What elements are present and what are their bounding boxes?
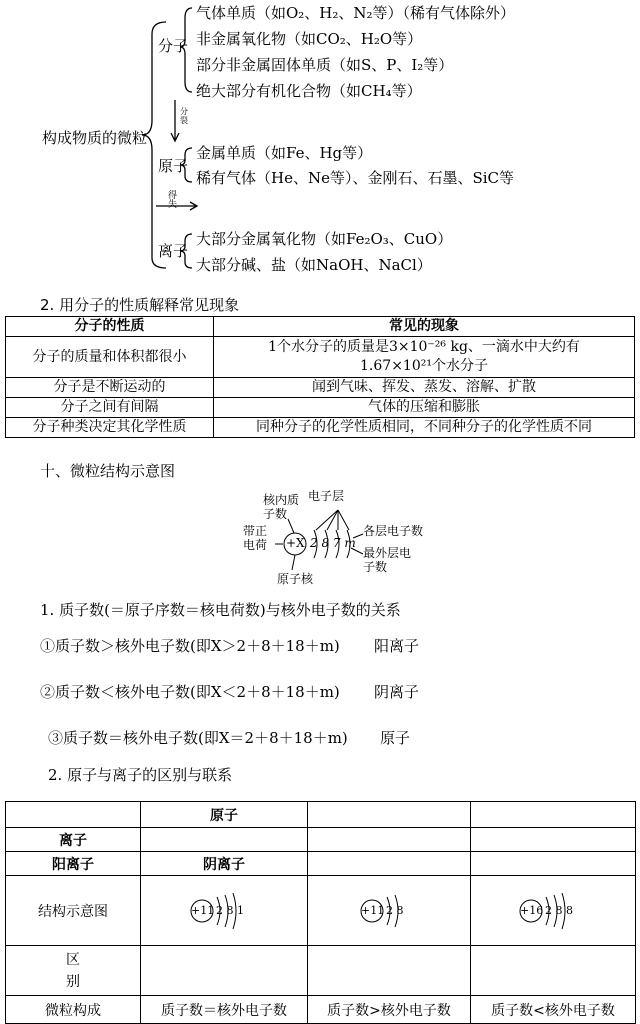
structure-cell <box>141 876 308 946</box>
composition-cell: 质子数>核外电子数 <box>308 996 471 1024</box>
difference-label-char: 别 <box>66 973 80 990</box>
table-cell <box>141 946 308 996</box>
table-cell <box>308 802 471 828</box>
table-cell: 同种分子的化学性质相同，不同种分子的化学性质不同 <box>214 418 635 438</box>
structure-cell <box>308 876 471 946</box>
structure-cell <box>471 876 636 946</box>
nucleus-charge: +16 <box>520 903 544 917</box>
table-cell: 分子的质量和体积都很小 <box>6 337 214 378</box>
table-row <box>6 337 635 378</box>
relation-type: 阳离子 <box>374 637 420 655</box>
table-cell: 离子 <box>6 828 141 852</box>
table-cell <box>471 852 636 876</box>
molecule-item: 气体单质（如O₂、H₂、N₂等）（稀有气体除外） <box>196 4 516 22</box>
table-cell: 阴离子 <box>141 852 308 876</box>
molecule-property-table <box>5 316 635 438</box>
table-row <box>6 876 636 946</box>
proton-number-label: 核内质子数 <box>263 493 300 521</box>
ion-label: 离子 <box>158 242 189 260</box>
molecule-item: 绝大部分有机化合物（如CH₄等） <box>196 82 422 100</box>
table-row <box>6 852 636 876</box>
table-row <box>6 828 636 852</box>
table-cell: 气体的压缩和膨胀 <box>214 398 635 418</box>
relation-text: ③质子数＝核外电子数(即X＝2＋8＋18＋m) <box>48 729 348 747</box>
electron-shell-label: 电子层 <box>308 489 345 503</box>
shell-electrons: 2 8 1 <box>216 903 244 917</box>
atom-item: 金属单质（如Fe、Hg等） <box>196 144 373 162</box>
table-cell <box>308 852 471 876</box>
relation-type: 原子 <box>380 729 411 747</box>
table-cell <box>471 946 636 996</box>
relation-heading: 1. 质子数(＝原子序数＝核电荷数)与核外电子数的关系 <box>40 601 401 619</box>
composition-cell: 质子数<核外电子数 <box>471 996 636 1024</box>
table-cell: 阳离子 <box>6 852 141 876</box>
table-row <box>6 418 635 438</box>
atom-label: 原子 <box>158 157 189 175</box>
table-cell: 原子 <box>141 802 308 828</box>
split-label: 分裂 <box>180 107 188 125</box>
table-cell <box>308 828 471 852</box>
table-cell <box>308 946 471 996</box>
nucleus-charge: +11 <box>191 903 215 917</box>
atom-ion-table <box>5 801 636 1024</box>
atom-item: 稀有气体（He、Ne等）、金刚石、石墨、SiC等 <box>196 169 515 187</box>
nucleus-label: 原子核 <box>277 572 314 586</box>
tree-root: 构成物质的微粒 <box>42 129 148 147</box>
table-cell: 分子是不断运动的 <box>6 378 214 398</box>
section10-heading: 十、微粒结构示意图 <box>40 462 176 480</box>
table-cell: 分子之间有间隔 <box>6 398 214 418</box>
cation-structure-diagram <box>359 884 419 934</box>
outer-layer-label: 最外层电子数 <box>363 546 412 574</box>
positive-charge-label: 带正电荷 <box>243 524 268 552</box>
shell-electrons: 2 8 <box>386 903 404 917</box>
shells-text: 2 8 7 m <box>310 536 356 550</box>
column-header: 常见的现象 <box>214 317 635 337</box>
table-row <box>6 378 635 398</box>
difference-label-char: 区 <box>66 951 80 968</box>
table-cell: 闻到气味、挥发、蒸发、溶解、扩散 <box>214 378 635 398</box>
shell-electrons: 2 8 8 <box>545 903 573 917</box>
gain-lose-label: 得失 <box>168 191 178 210</box>
table-cell <box>471 802 636 828</box>
each-layer-label: 各层电子数 <box>363 524 424 538</box>
relation-text: ①质子数＞核外电子数(即X＞2＋8＋18＋m) <box>40 637 340 655</box>
table-row <box>6 946 636 996</box>
table-cell: 1个水分子的质量是3×10⁻²⁶ kg、一滴水中大约有1.67×10²¹个水分子 <box>214 337 635 378</box>
table-row <box>6 996 636 1024</box>
relation-type: 阴离子 <box>374 683 420 701</box>
ion-item: 大部分金属氧化物（如Fe₂O₃、CuO） <box>196 230 453 248</box>
composition-label: 微粒构成 <box>6 996 141 1024</box>
relation-text: ②质子数＜核外电子数(即X＜2＋8＋18＋m) <box>40 683 340 701</box>
table-cell <box>141 828 308 852</box>
section2-heading: 2. 用分子的性质解释常见现象 <box>40 296 240 314</box>
molecule-label: 分子 <box>158 37 189 55</box>
anion-structure-diagram <box>518 884 588 934</box>
difference-label <box>6 946 141 996</box>
table-cell: 分子种类决定其化学性质 <box>6 418 214 438</box>
table-cell <box>471 828 636 852</box>
table-header-row <box>6 317 635 337</box>
composition-cell: 质子数＝核外电子数 <box>141 996 308 1024</box>
diff-heading: 2. 原子与离子的区别与联系 <box>48 766 233 784</box>
molecule-item: 非金属氧化物（如CO₂、H₂O等） <box>196 30 423 48</box>
table-cell <box>6 802 141 828</box>
nucleus-charge: +11 <box>361 903 385 917</box>
nucleus-text: +X <box>286 536 305 550</box>
structure-label: 结构示意图 <box>6 876 141 946</box>
table-row <box>6 398 635 418</box>
molecule-item: 部分非金属固体单质（如S、P、I₂等） <box>196 56 454 74</box>
ion-item: 大部分碱、盐（如NaOH、NaCl） <box>196 256 432 274</box>
column-header: 分子的性质 <box>6 317 214 337</box>
table-row <box>6 802 636 828</box>
atom-structure-diagram <box>189 884 259 934</box>
